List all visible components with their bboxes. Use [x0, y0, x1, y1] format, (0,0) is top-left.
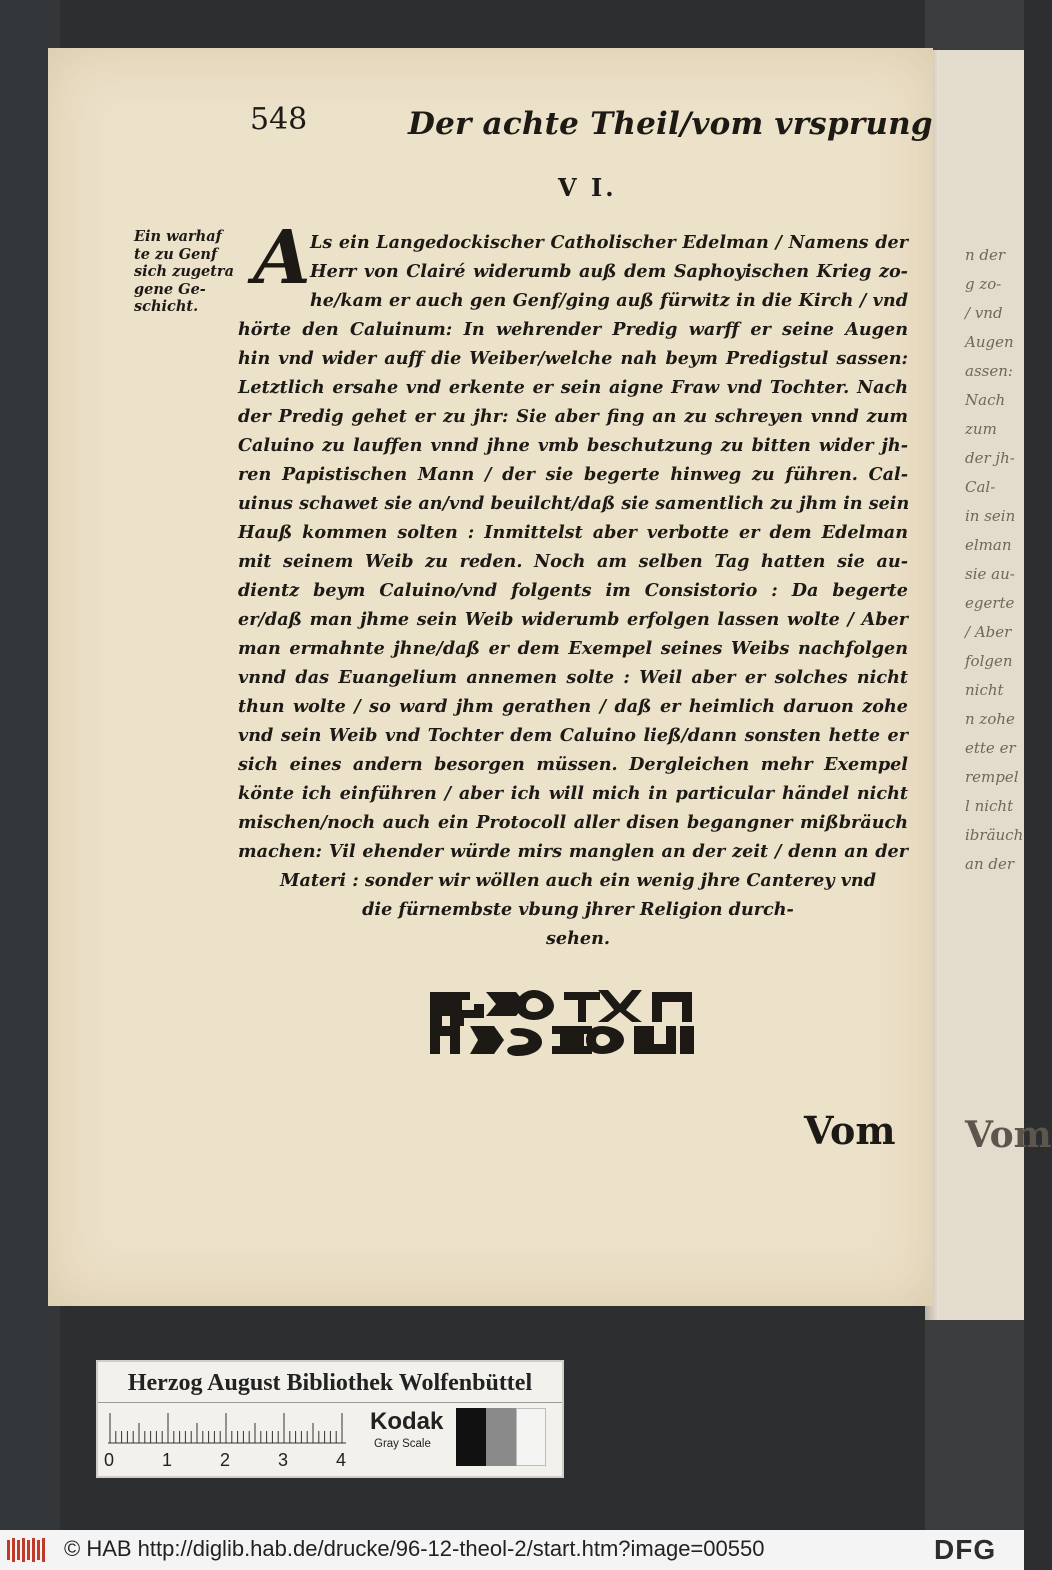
facing-page	[935, 50, 1052, 1320]
facing-page-line: nicht	[965, 681, 1004, 699]
gray-swatch-mid	[486, 1408, 516, 1466]
facing-page-line: egerte	[965, 594, 1015, 612]
facing-page-line: Nach	[965, 391, 1006, 409]
marginal-note	[134, 228, 244, 316]
card-divider	[98, 1402, 562, 1403]
body-text-line: mischen/noch auch ein Protocoll aller disen begangner mißbräuch	[238, 812, 908, 833]
body-text-line: die fürnembste vbung jhrer Religion durch-	[362, 899, 794, 920]
facing-page-line: ibräuch	[965, 826, 1024, 844]
body-text-line: Letztlich ersahe vnd erkente er sein aigne Fraw vnd Tochter. Nach	[238, 377, 908, 398]
marginal-note-line: gene Ge-	[134, 280, 206, 298]
body-text-line: Hauß kommen solten : Inmittelst aber verbotte er dem Edelman	[238, 522, 908, 543]
drop-cap-initial: A	[253, 215, 311, 301]
body-text-line: man ermahnte jhne/daß er dem Exempel seines Weibs nachfolgen	[238, 638, 908, 659]
marginal-note-line: te zu Genf	[134, 245, 218, 263]
body-text-line: mit seinem Weib zu reden. Noch am selben Tag hatten sie au-	[238, 551, 908, 572]
running-head: Der achte Theil/vom vrsprung	[408, 106, 933, 142]
facing-page-line: in sein	[965, 507, 1016, 525]
body-text-line: sehen.	[545, 928, 610, 949]
facing-page-line: l nicht	[965, 797, 1014, 815]
facing-page-line: Cal-	[965, 478, 996, 496]
facing-page-line: n der	[965, 246, 1006, 264]
facing-page-line: an der	[965, 855, 1015, 873]
facing-page-line: sie au-	[965, 565, 1015, 583]
footer-bar	[0, 1530, 1024, 1570]
ruler-number: 0	[104, 1450, 115, 1470]
facing-page-line: / vnd	[965, 304, 1003, 322]
hab-logo-icon	[6, 1536, 48, 1564]
source-url[interactable]: © HAB http://diglib.hab.de/drucke/96-12-theol-2/start.htm?image=00550	[64, 1536, 765, 1561]
facing-page-line: assen:	[965, 362, 1013, 380]
body-text-line: Caluino zu lauffen vnnd jhne vmb beschutzung zu bitten wider jh-	[238, 435, 908, 456]
ruler-number: 3	[278, 1450, 289, 1470]
kodak-brand: Kodak	[370, 1408, 444, 1435]
facing-page-line: g zo-	[965, 275, 1002, 293]
facing-page-line: ette er	[965, 739, 1016, 757]
color-scale-card	[96, 1360, 564, 1478]
marginal-note-line: Ein warhaf	[134, 228, 222, 245]
marginal-note-line: sich zugetra	[134, 263, 234, 280]
book-page	[48, 48, 933, 1306]
facing-page-line: rempel	[965, 768, 1019, 786]
ruler-number: 2	[220, 1450, 231, 1470]
body-text-line: der Predig gehet er zu jhr: Sie aber fing an zu schreyen vnnd zum	[238, 406, 908, 427]
ruler-scale	[108, 1410, 348, 1444]
body-text-line: Materi : sonder wir wöllen auch ein wenig jhre Canterey vnd	[279, 870, 877, 891]
facing-page-line: der jh-	[965, 449, 1015, 467]
body-text-line: könte ich einführen / aber ich will mich in particular händel nicht	[238, 783, 908, 804]
printers-ornament	[426, 986, 698, 1060]
section-number: V I.	[558, 173, 617, 202]
facing-page-line: Augen	[965, 333, 1014, 351]
body-text-line: uinus schawet sie an/vnd beuilcht/daß sie samentlich zu jhm in sein	[238, 493, 910, 514]
facing-page-line: zum	[965, 420, 997, 438]
facing-page-line: n zohe	[965, 710, 1015, 728]
gray-swatch-black	[456, 1408, 486, 1466]
body-text-line: ren Papistischen Mann / der sie begerte hinweg zu führen. Cal-	[238, 464, 908, 485]
body-text-line: er/daß man jhme sein Weib widerumb erfolgen lassen wolte / Aber	[238, 609, 908, 630]
facing-page-line: elman	[965, 536, 1012, 554]
page-number: 548	[250, 102, 308, 137]
body-text-line: vnnd das Euangelium annemen solte : Weil aber er solches nicht	[238, 667, 908, 688]
gray-swatch-white	[516, 1408, 546, 1466]
body-text-line: sich eines andern besorgen müssen. Dergleichen mehr Exempel	[238, 754, 908, 775]
body-text-line: Ls ein Langedockischer Catholischer Edelman / Namens der	[310, 232, 908, 253]
body-text-line: machen: Vil ehender würde mirs manglen an der zeit / denn an der	[238, 841, 908, 862]
facing-page-line: / Aber	[965, 623, 1012, 641]
facing-page-line: folgen	[965, 652, 1013, 670]
library-name: Herzog August Bibliothek Wolfenbüttel	[127, 1370, 533, 1396]
body-text-line: vnd sein Weib vnd Tochter dem Caluino ließ/dann sonsten hette er	[238, 725, 908, 746]
body-text-line: dientz beym Caluino/vnd folgents im Consistorio : Da begerte	[238, 580, 908, 601]
catchword: Vom	[804, 1108, 896, 1153]
body-text-line: Herr von Clairé widerumb auß dem Saphoyischen Krieg zo-	[310, 261, 908, 282]
body-text-line: hörte den Caluinum: In wehrender Predig warff er seine Augen	[238, 319, 908, 340]
ruler-number: 1	[162, 1450, 173, 1470]
dfg-logo: DFG	[934, 1534, 997, 1565]
marginal-note-line: schicht.	[134, 298, 199, 315]
ruler-number: 4	[336, 1450, 347, 1470]
gray-scale-label: Gray Scale	[374, 1438, 431, 1450]
body-text-line: he/kam er auch gen Genf/ging auß fürwitz in die Kirch / vnd	[310, 290, 908, 311]
body-text-line: thun wolte / so ward jhm gerathen / daß er heimlich daruon zohe	[238, 696, 908, 717]
body-text-line: hin vnd wider auff die Weiber/welche nah beym Predigstul sassen:	[238, 348, 908, 369]
facing-page-catchword: Vom	[965, 1114, 1052, 1156]
